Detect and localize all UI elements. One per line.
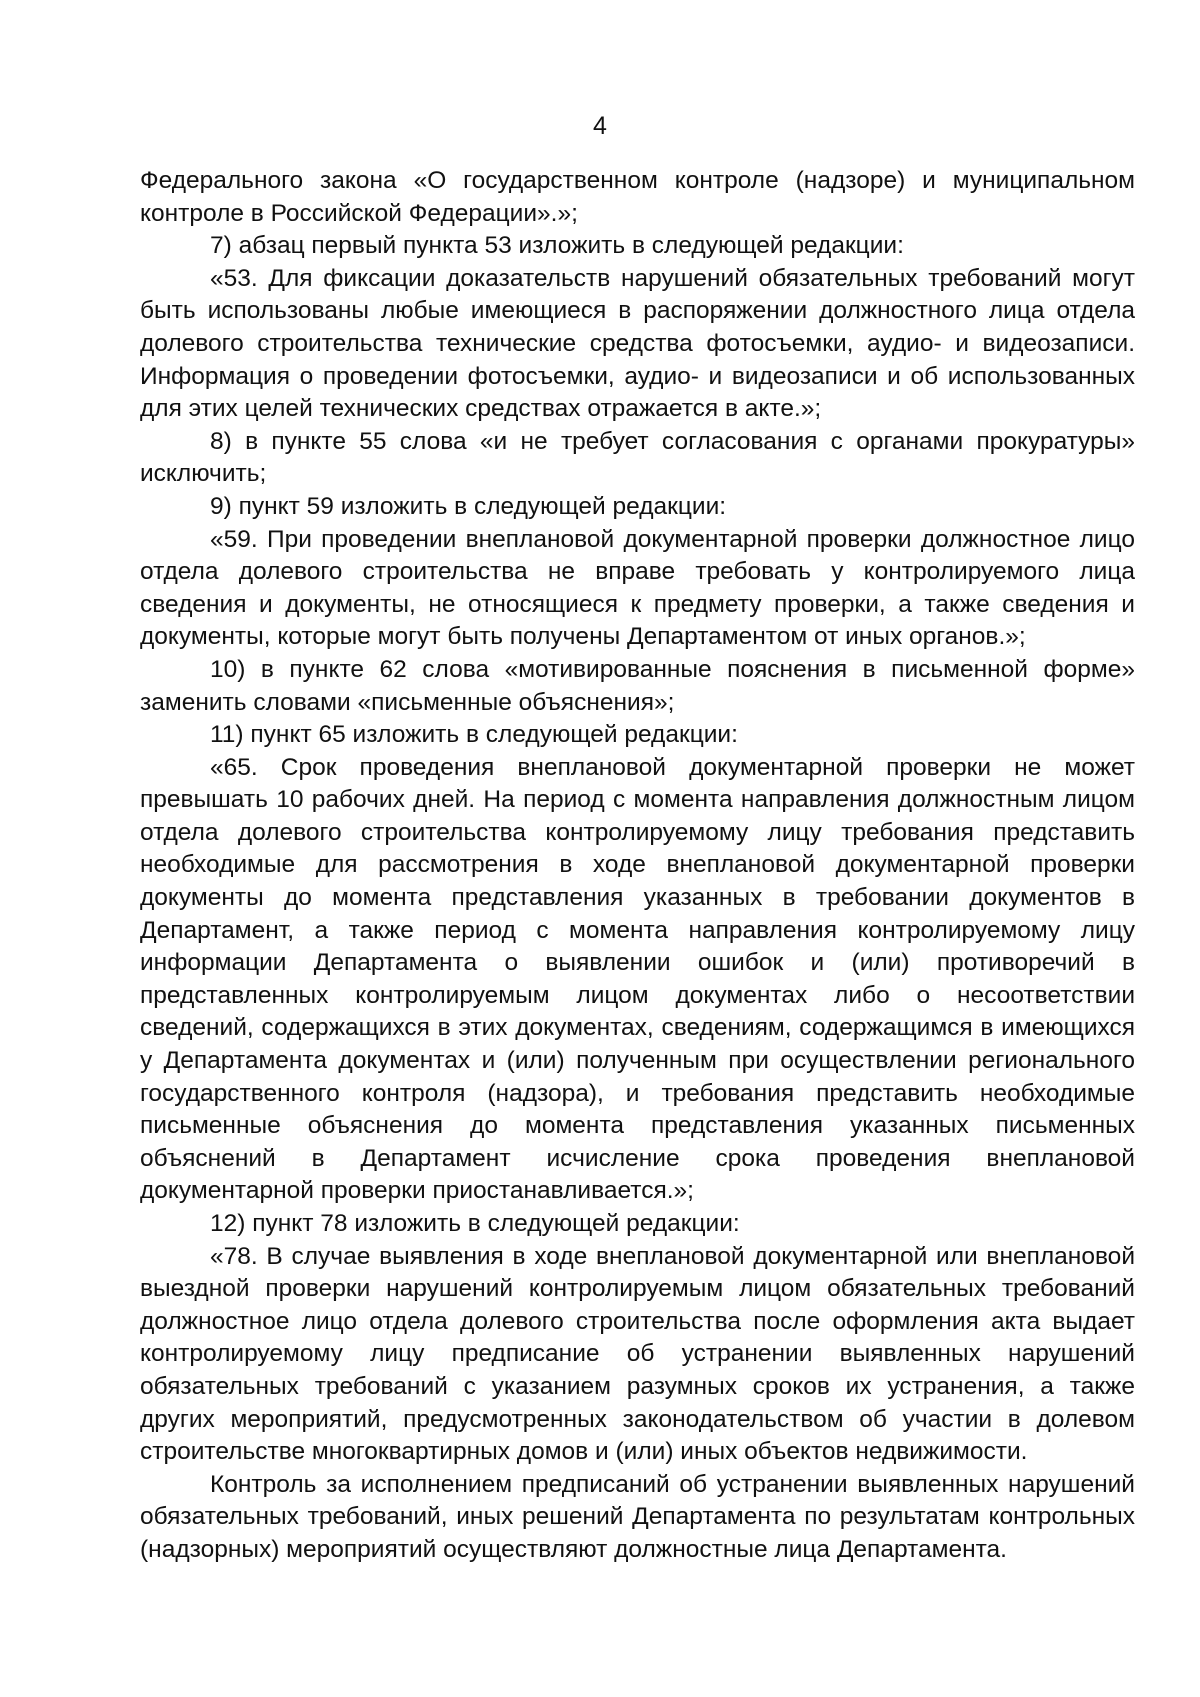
paragraph-item-9: 9) пункт 59 изложить в следующей редакции:	[210, 492, 727, 520]
paragraph-item-7: 7) абзац первый пункта 53 изложить в следующей редакции:	[210, 232, 904, 260]
paragraph-continuation: Федерального закона «О государственном контроле (надзоре) и муниципальном контроле в Российской Федерации».»;	[140, 167, 1135, 227]
paragraph-item-12: 12) пункт 78 изложить в следующей редакции:	[210, 1210, 740, 1237]
paragraph-clause-53: «53. Для фиксации доказательств нарушений обязательных требований могут быть использованы любые имеющиеся в распоряжении должностного лица отдела долевого строительства технические средства фотосъемки, аудио- и видеозаписи. Информация о проведении фотосъемки, аудио- и видеозаписи и об использованных для этих целей технических средствах отражается в акте.»;	[140, 264, 1135, 423]
paragraph-clause-78: «78. В случае выявления в ходе внеплановой документарной или внеплановой выездной проверки нарушений контролируемым лицом обязательных требований должностное лицо отдела долевого строительства после оформления акта выдает контролируемому лицу предписание об устранении выявленных нарушений обязательных требований с указанием разумных сроков их устранения, а также других мероприятий, предусмотренных законодательством об участии в долевом строительстве многоквартирных домов и (или) иных объектов недвижимости.	[140, 1242, 1135, 1466]
paragraph-clause-65: «65. Срок проведения внеплановой документарной проверки не может превышать 10 рабочих дней. На период с момента направления должностным лицом отдела долевого строительства контролируемому лицу требования представить необходимые для рассмотрения в ходе внеплановой документарной проверки документы до момента представления указанных в требовании документов в Департамент, а также период с момента направления контролируемому лицу информации Департамента о выявлении ошибок и (или) противоречий в представленных контролируемым лицом документах либо о несоответствии сведений, содержащихся в этих документах, сведениям, содержащимся в имеющихся у Департамента документах и (или) полученным при осуществлении регионального государственного контроля (надзора), и требования представить необходимые письменные объяснения до момента представления указанных письменных объяснений в Департамент исчисление срока проведения внеплановой документарной проверки приостанавливается.»;	[140, 753, 1135, 1205]
paragraph-item-11: 11) пункт 65 изложить в следующей редакции:	[210, 721, 738, 749]
paragraph-item-10: 10) в пункте 62 слова «мотивированные пояснения в письменной форме» заменить словами «письменные объяснения»;	[140, 655, 1135, 716]
paragraph-item-8: 8) в пункте 55 слова «и не требует согласования с органами прокуратуры» исключить;	[140, 427, 1135, 488]
paragraph-control: Контроль за исполнением предписаний об устранении выявленных нарушений обязательных требований, иных решений Департамента по результатам контрольных (надзорных) мероприятий осуществляют должностные лица Департамента.	[140, 1470, 1135, 1563]
paragraph-clause-59: «59. При проведении внеплановой документарной проверки должностное лицо отдела долевого строительства не вправе требовать у контролируемого лица сведения и документы, не относящиеся к предмету проверки, а также сведения и документы, которые могут быть получены Департаментом от иных органов.»;	[140, 525, 1135, 651]
document-body	[140, 165, 1135, 1567]
page-number: 4	[593, 112, 607, 140]
